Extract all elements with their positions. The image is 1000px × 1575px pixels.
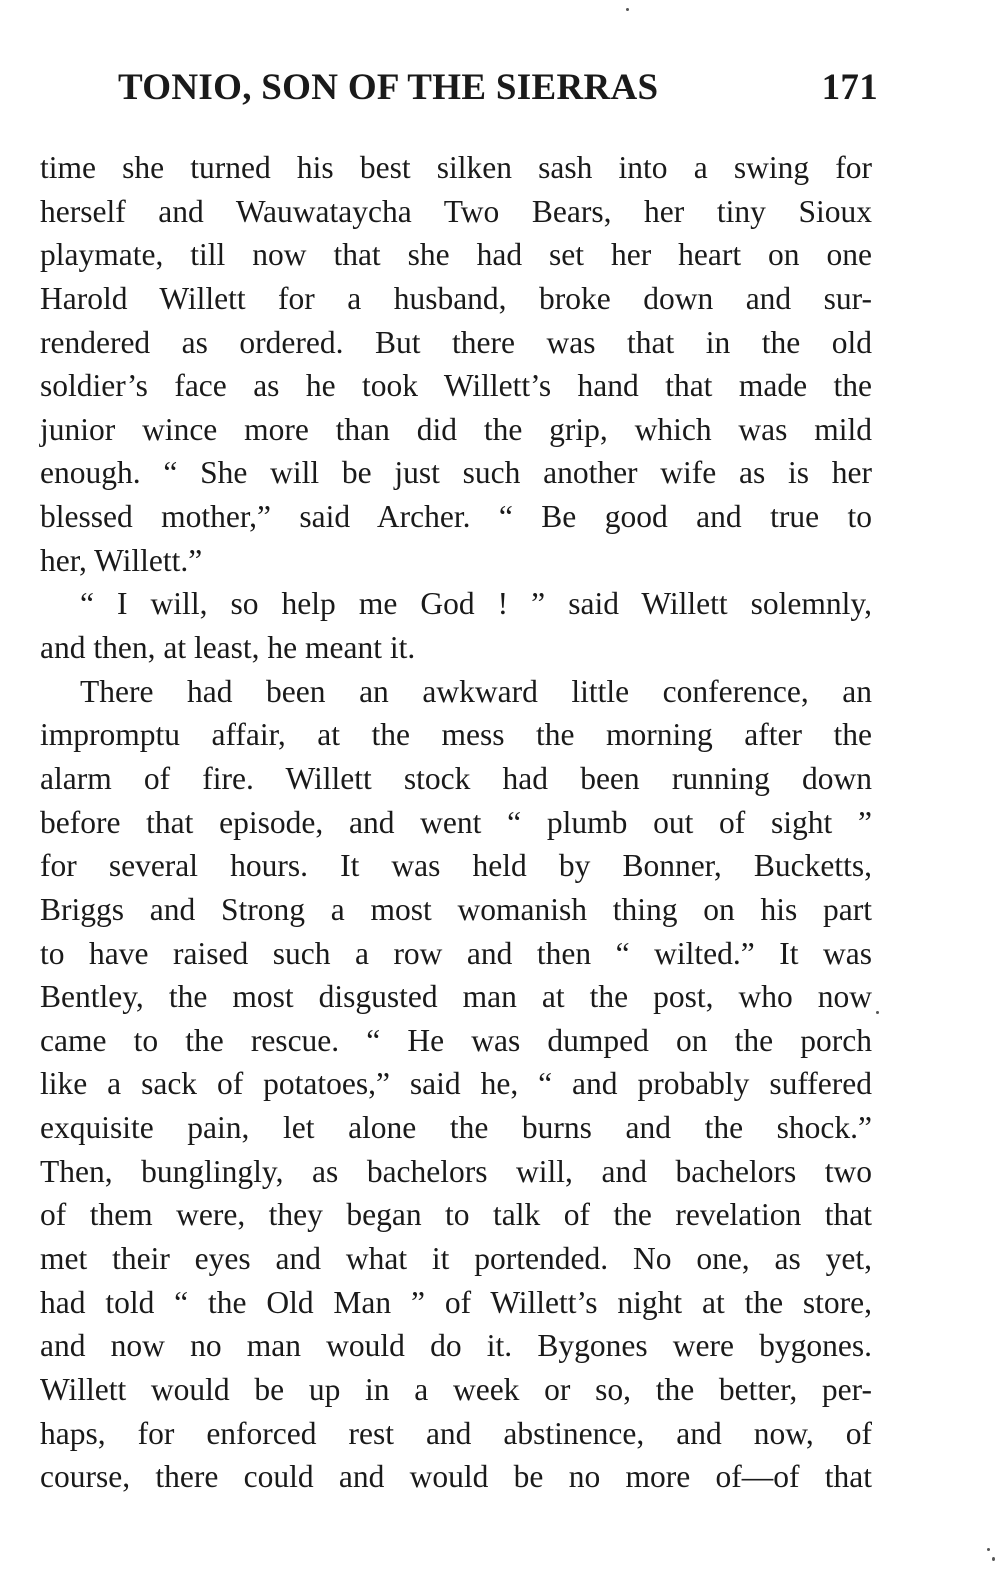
text-line: for several hours. It was held by Bonner, Bucketts, — [40, 848, 872, 884]
text-line: impromptu affair, at the mess the morning after the — [40, 717, 872, 753]
text-line: Then, bunglingly, as bachelors will, and bachelors two — [40, 1153, 872, 1189]
text-line: soldier’s face as he took Willett’s hand that made the — [40, 368, 872, 404]
text-line: to have raised such a row and then “ wilted.” It was — [40, 935, 872, 971]
text-line: exquisite pain, let alone the burns and the shock.” — [40, 1110, 872, 1146]
text-line: her, Willett.” — [40, 542, 203, 578]
scan-speck — [626, 8, 629, 11]
text-line: came to the rescue. “ He was dumped on the porch — [40, 1022, 872, 1058]
text-line: Harold Willett for a husband, broke down and sur- — [40, 280, 872, 316]
running-title: TONIO, SON OF THE SIERRAS — [118, 67, 659, 108]
text-line: junior wince more than did the grip, which was mild — [40, 411, 872, 447]
text-line: course, there could and would be no more of—of that — [40, 1459, 872, 1495]
running-header — [118, 66, 878, 116]
text-line: enough. “ She will be just such another wife as is her — [40, 455, 872, 491]
text-line: haps, for enforced rest and abstinence, and now, of — [40, 1415, 872, 1451]
paragraph-first-line: There had been an awkward little conference, an — [80, 673, 872, 709]
text-line: before that episode, and went “ plumb out of sight ” — [40, 804, 872, 840]
text-line: of them were, they began to talk of the revelation that — [40, 1197, 872, 1233]
body-text — [40, 146, 872, 1499]
text-line: blessed mother,” said Archer. “ Be good and true to — [40, 499, 872, 535]
text-line: playmate, till now that she had set her heart on one — [40, 237, 872, 273]
text-line: Briggs and Strong a most womanish thing on his part — [40, 891, 872, 927]
scan-speck — [987, 1548, 990, 1551]
paragraph-first-line: “ I will, so help me God ! ” said Willett solemnly, — [80, 586, 872, 622]
text-line: and then, at least, he meant it. — [40, 630, 416, 666]
text-line: Bentley, the most disgusted man at the post, who now — [40, 979, 872, 1015]
page-number: 171 — [821, 67, 878, 108]
text-line: alarm of fire. Willett stock had been running down — [40, 760, 872, 796]
text-line: rendered as ordered. But there was that in the old — [40, 324, 872, 360]
text-line: and now no man would do it. Bygones were bygones. — [40, 1328, 872, 1364]
scan-speck — [992, 1557, 995, 1561]
text-line: like a sack of potatoes,” said he, “ and probably suffered — [40, 1066, 872, 1102]
text-line: herself and Wauwataycha Two Bears, her tiny Sioux — [40, 193, 872, 229]
scan-speck — [876, 1011, 879, 1014]
text-line: had told “ the Old Man ” of Willett’s night at the store, — [40, 1284, 872, 1320]
text-line: Willett would be up in a week or so, the better, per- — [40, 1371, 872, 1407]
text-line: met their eyes and what it portended. No one, as yet, — [40, 1241, 872, 1277]
text-line: time she turned his best silken sash into a swing for — [40, 150, 872, 185]
